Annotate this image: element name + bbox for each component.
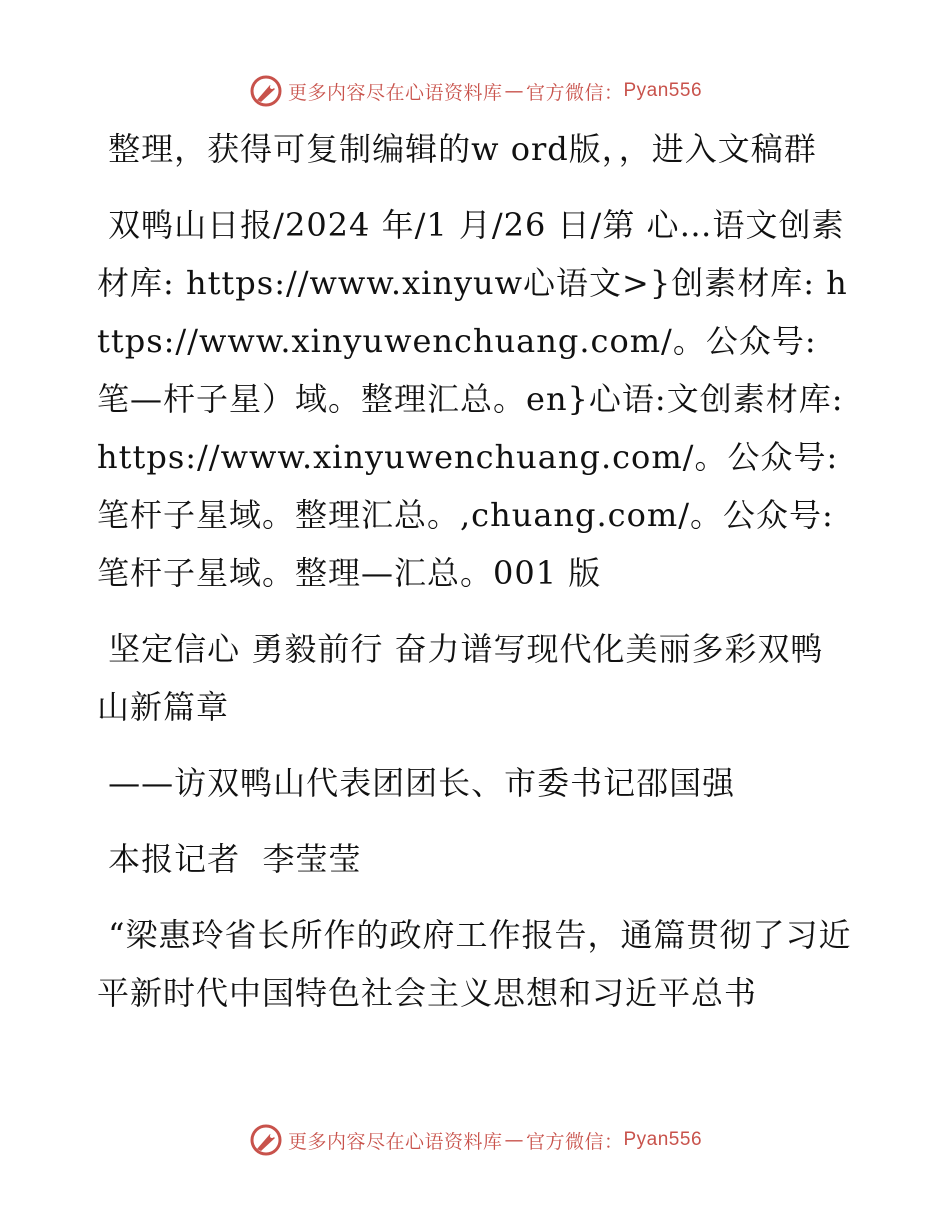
- pen-nib-logo-icon: [248, 1122, 284, 1158]
- paragraph-source: 双鸭山日报/2024 年/1 月/26 日/第 心…语文创素材库: https://www.xinyuw心语文>}创素材库: https://www.xinyuwenchuang.com/。公众号: 笔—杆子星）域。整理汇总。en}心语:文创素材库: https://www.xinyuwenchuang.com/。公众号: 笔杆子星域。整理汇总。,chuang.com/。公众号: 笔杆子星域。整理—汇总。001 版: [97, 206, 855, 592]
- document-body: [97, 120, 855, 1040]
- banner-wechat-id: Pyan556: [623, 80, 703, 101]
- article-body-paragraph: “梁惠玲省长所作的政府工作报告，通篇贯彻了习近平新时代中国特色社会主义思想和习近平总书: [97, 916, 852, 1012]
- banner-separator: —: [504, 1129, 524, 1151]
- footer-banner: [0, 1120, 950, 1160]
- banner-wechat-id: Pyan556: [623, 1129, 703, 1150]
- article-title: 坚定信心 勇毅前行 奋力谱写现代化美丽多彩双鸭山新篇章: [97, 630, 824, 726]
- article-byline: 本报记者 李莹莹: [97, 840, 362, 878]
- header-banner: [0, 71, 950, 111]
- pen-nib-logo-icon: [248, 73, 284, 109]
- banner-wechat-label: 官方微信：: [525, 1130, 624, 1153]
- paragraph-intro: 整理，获得可复制编辑的w ord版，，进入文稿群: [97, 130, 817, 168]
- banner-separator: —: [504, 80, 524, 102]
- banner-text: 更多内容尽在心语资料库: [287, 81, 503, 104]
- banner-text: 更多内容尽在心语资料库: [287, 1130, 503, 1153]
- article-subtitle: ——访双鸭山代表团团长、市委书记邵国强: [97, 764, 736, 802]
- banner-wechat-label: 官方微信：: [525, 81, 624, 104]
